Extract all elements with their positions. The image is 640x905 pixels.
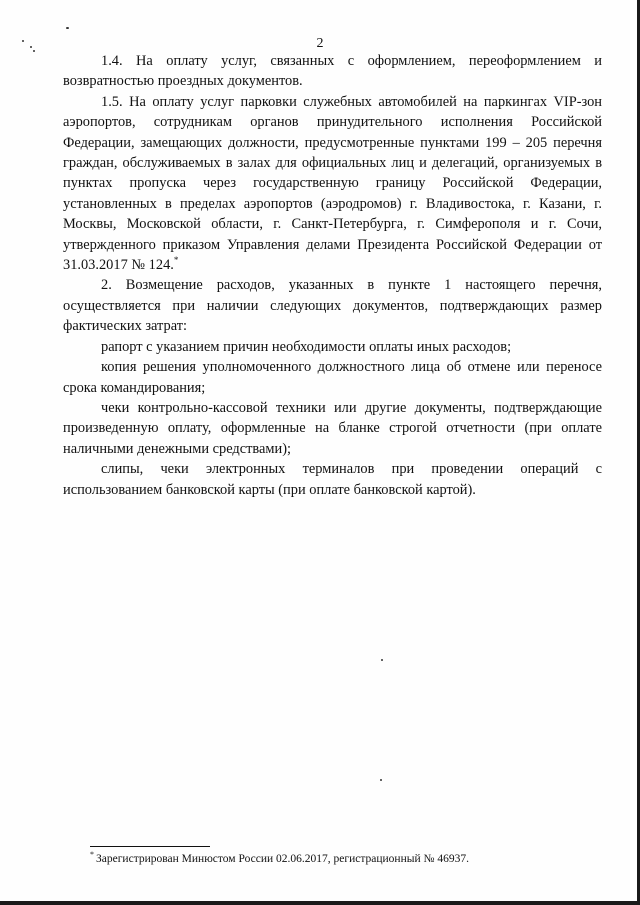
paragraph-text: чеки контрольно-кассовой техники или другие документы, подтверждающие произведенную оплату, оформленные на бланке строгой отчетности (при оплате наличными денежными средствами); — [63, 399, 602, 457]
footnote-reference: * — [173, 255, 179, 266]
list-item-receipts — [63, 398, 602, 459]
paragraph-text: копия решения уполномоченного должностного лица об отмене или переносе срока командирования; — [63, 359, 602, 396]
document-body — [63, 51, 602, 500]
paragraph-2 — [63, 275, 602, 336]
paragraph-text: слипы, чеки электронных терминалов при проведении операций с использованием банковской карты (при оплате банковской картой). — [63, 461, 602, 498]
footnote-mark: * — [90, 850, 94, 860]
paragraph-text: 1.5. На оплату услуг парковки служебных автомобилей на паркингах VIP-зон аэропортов, сотрудникам органов принудительного исполнения Российской Федерации, замещающих должности, предусмотренные пунктами 199 – 205 перечня граждан, обслуживаемых в залах для официальных лиц и делегаций, организуемых в пунктах пропуска через государственную границу Российской Федерации, установленных в пределах аэропортов (аэродромов) г. Владивостока, г. Казани, г. Москвы, Московской области, г. Санкт-Петербурга, г. Симферополя и г. Сочи, утвержденного приказом Управления делами Президента Российской Федерации от 31.03.2017 № 124. — [63, 93, 602, 274]
list-item-slips — [63, 459, 602, 500]
paragraph-text: 1.4. На оплату услуг, связанных с оформлением, переоформлением и возвратностью проездных документов. — [63, 53, 602, 90]
footnote-separator — [90, 846, 210, 847]
page-number: 2 — [316, 36, 324, 51]
footnote-text: Зарегистрирован Минюстом России 02.06.2017, регистрационный № 46937. — [96, 853, 469, 865]
scan-speck — [380, 779, 382, 781]
list-item-report — [63, 337, 602, 357]
paragraph-1-4 — [63, 51, 602, 92]
paragraph-text: рапорт с указанием причин необходимости оплаты иных расходов; — [101, 338, 512, 355]
scan-speck — [66, 27, 69, 29]
paragraph-1-5 — [63, 92, 602, 276]
scan-speck — [381, 659, 383, 661]
paragraph-text: 2. Возмещение расходов, указанных в пункте 1 настоящего перечня, осуществляется при наличии следующих документов, подтверждающих размер фактических затрат: — [63, 277, 602, 335]
list-item-decision-copy — [63, 357, 602, 398]
scan-edge-bottom — [0, 901, 640, 905]
footnote — [90, 852, 590, 866]
